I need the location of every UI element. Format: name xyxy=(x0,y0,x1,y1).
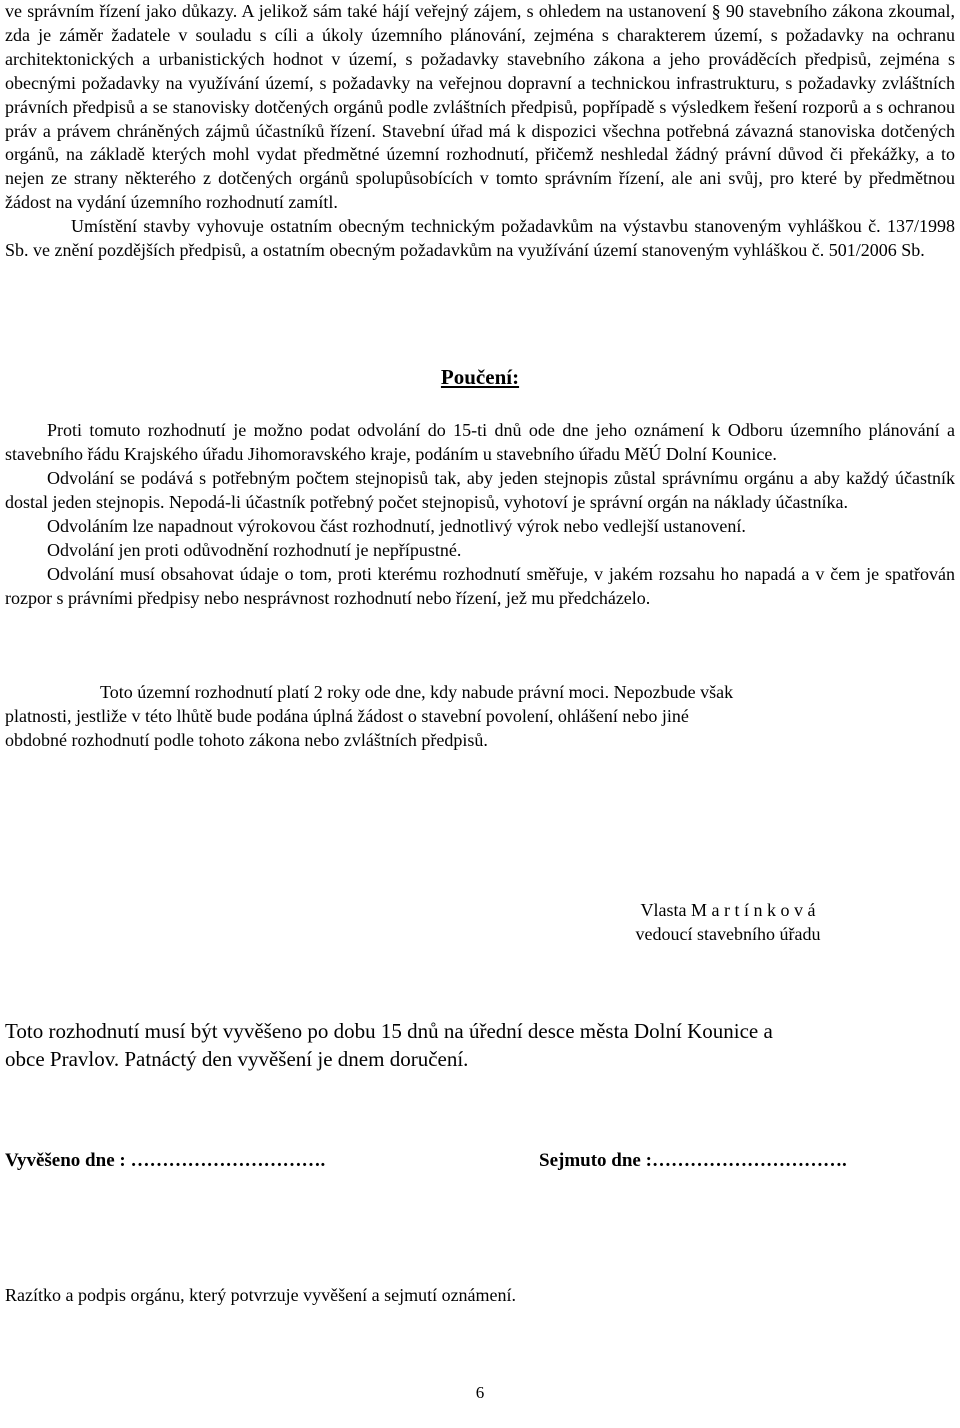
appeal-scope-paragraph: Odvoláním lze napadnout výrokovou část rozhodnutí, jednotlivý výrok nebo vedlejší ustanovení. xyxy=(47,516,746,536)
posting-line: obce Pravlov. Patnáctý den vyvěšení je dnem doručení. xyxy=(5,1047,469,1071)
posting-notice xyxy=(5,1017,955,1073)
appeal-paragraph: Proti tomuto rozhodnutí je možno podat odvolání do 15-ti dnů ode dne jeho oznámení k Odboru územního plánování a stavebního řádu Krajského úřadu Jihomoravského kraje, podáním u stavebního úřadu MěÚ Dolní Kounice. xyxy=(5,420,955,464)
signatory-name: Vlasta M a r t í n k o v á xyxy=(640,900,816,920)
copies-paragraph: Odvolání se podává s potřebným počtem stejnopisů tak, aby jeden stejnopis zůstal správnímu orgánu a aby každý účastník dostal jeden stejnopis. Nepodá-li účastník potřebný počet stejnopisů, vyhotoví je správní orgán na náklady účastníka. xyxy=(5,468,955,512)
instructions-section xyxy=(5,418,955,610)
stamp-note: Razítko a podpis orgánu, který potvrzuje vyvěšení a sejmutí oznámení. xyxy=(5,1285,517,1305)
appeal-content-paragraph: Odvolání musí obsahovat údaje o tom, proti kterému rozhodnutí směřuje, v jakém rozsahu ho napadá a v čem je spatřován rozpor s právními předpisy nebo nesprávnost rozhodnutí nebo řízení, jež mu předcházelo. xyxy=(5,564,955,608)
removed-on-field: Sejmuto dne :…………………………. xyxy=(539,1150,847,1171)
technical-requirements-paragraph: Umístění stavby vyhovuje ostatním obecným technickým požadavkům na výstavbu stanoveným vyhláškou č. 137/1998 Sb. ve znění pozdějších předpisů, a ostatním obecným požadavkům na využívání území stanoveným vyhláškou č. 501/2006 Sb. xyxy=(5,216,955,261)
page-number: 6 xyxy=(475,1383,485,1402)
reasoning-section xyxy=(5,0,955,263)
signature-block xyxy=(598,898,858,946)
posted-on-field: Vyvěšeno dne : …………………………. xyxy=(5,1150,326,1171)
validity-line: Toto územní rozhodnutí platí 2 roky ode dne, kdy nabude právní moci. Nepozbude však xyxy=(100,682,734,702)
document-page xyxy=(5,0,955,1305)
validity-line: obdobné rozhodnutí podle tohoto zákona nebo zvláštních předpisů. xyxy=(5,730,488,750)
posting-dates xyxy=(5,1150,955,1180)
validity-section xyxy=(5,680,955,752)
posting-line: Toto rozhodnutí musí být vyvěšeno po dobu 15 dnů na úřední desce města Dolní Kounice a xyxy=(5,1019,773,1043)
validity-line: platnosti, jestliže v této lhůtě bude podána úplná žádost o stavební povolení, ohlášení nebo jiné xyxy=(5,706,689,726)
signatory-role: vedoucí stavebního úřadu xyxy=(635,924,821,944)
instructions-heading: Poučení: xyxy=(440,365,520,389)
reasoning-paragraph: ve správním řízení jako důkazy. A jelikož sám také hájí veřejný zájem, s ohledem na ustanovení § 90 stavebního zákona zkoumal, zda je záměr žadatele v souladu s cíli a úkoly územního plánování, zejména s charakterem území, s požadavky na ochranu architektonických a urbanistických hodnot v území, s požadavky stavebního zákona a jeho prováděcích předpisů, zejména s obecnými požadavky na využívání území, s požadavky na veřejnou dopravní a technickou infrastrukturu, s požadavky zvláštních právních předpisů a se stanovisky dotčených orgánů podle zvláštních předpisů, popřípadě s výsledkem řešení rozporů a s ochranou práv a právem chráněných zájmů účastníků řízení. Stavební úřad má k dispozici všechna potřebná závazná stanoviska dotčených orgánů, na základě kterých mohl vydat předmětné územní rozhodnutí, přičemž neshledal žádný právní důvod či překážky, a to nejen ze strany některého z dotčených orgánů spolupůsobících v tomto správním řízení, ale ani svůj, pro které by předmětnou žádost na vydání územního rozhodnutí zamítl. xyxy=(5,1,955,213)
appeal-inadmissible-paragraph: Odvolání jen proti odůvodnění rozhodnutí je nepřípustné. xyxy=(47,540,462,560)
